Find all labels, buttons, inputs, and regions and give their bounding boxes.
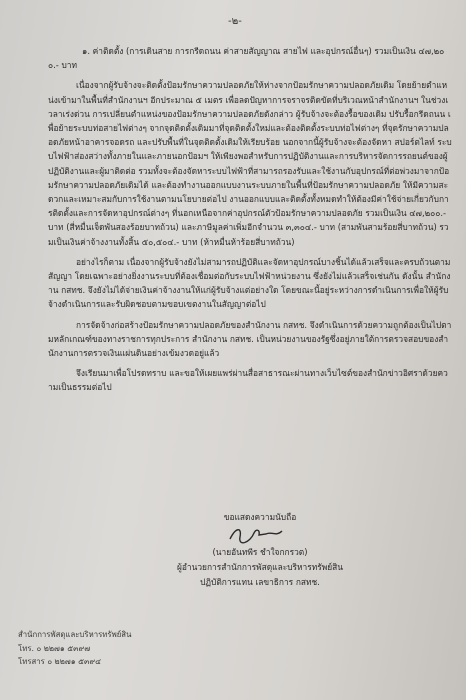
page-number-mark: -๒-: [228, 16, 242, 27]
signatory-position: ผู้อำนวยการสำนักการพัสดุและบริหารทรัพย์สิน: [176, 562, 344, 572]
footer-phone: โทร. ๐ ๒๒๗๑ ๕๓๙๗: [18, 643, 91, 653]
paragraph-payment-status: อย่างไรก็ตาม เนื่องจากผู้รับจ้างยังไม่สามารถปฏิบัติและจัดหาอุปกรณ์บางชิ้นได้แล้วเสร็จและครบถ้วนตามสัญญา โดยเฉพาะอย่างยิ่งงานระบบที่ต้องเชื่อมต่อกับระบบไฟฟ้าหน่วยงาน ซึ่งยังไม่แล้วเสร็จเช่นกัน ดังนั้น สำนักงาน กสทช. จึงยังไม่ได้จ่ายเงินค่าจ้างงานให้แก่ผู้รับจ้างแต่อย่างใด โดยขณะนี้อยู่ระหว่างการดำเนินการเพื่อให้ผู้รับจ้างดำเนินการและรับผิดชอบตามขอบเขตงานในสัญญาต่อไป: [48, 256, 451, 310]
footer-contact: [18, 628, 131, 669]
footer-office: สำนักการพัสดุและบริหารทรัพย์สิน: [18, 630, 132, 639]
signatory-acting-position: ปฏิบัติการแทน เลขาธิการ กสทช.: [200, 577, 320, 587]
paragraph-cost-summary: ๑. ค่าติดตั้ง (การเดินสาย การกรีดถนน ค่าสายสัญญาณ สายไฟ และอุปกรณ์อื่นๆ) รวมเป็นเงิน ๔๗,๒๐๐.- บาท: [48, 46, 445, 71]
closing-salutation: ขอแสดงความนับถือ: [223, 512, 297, 522]
letter-body: [48, 44, 452, 401]
paragraph-request: จึงเรียนมาเพื่อโปรดทราบ และขอให้เผยแพร่ผ่านสื่อสาธารณะผ่านทางเว็บไซต์ของสำนักข่าวอิศราด้วยความเป็นธรรมต่อไป: [48, 368, 448, 393]
paragraph-installation-detail: เนื่องจากผู้รับจ้างจะติดตั้งป้อมรักษาความปลอดภัยให้ห่างจากป้อมรักษาความปลอดภัยเดิม โดยย้ายตำแหน่งเข้ามาในพื้นที่สำนักงานฯ อีกประมาณ ๕ เมตร เพื่อลดปัญหาการจราจรติดขัดที่บริเวณหน้าสำนักงานฯ ในช่วงเวลาเร่งด่วน การเปลี่ยนตำแหน่งของป้อมรักษาความปลอดภัยดังกล่าว ผู้รับจ้างจะต้องรื้อของเดิม ปรับรื้อกรีดถนน เพื่อย้ายระบบท่อสายไฟต่างๆ จากจุดติดตั้งเดิมมาที่จุดติดตั้งใหม่และต้องติดตั้งระบบท่อไฟต่างๆ ที่จุดรักษาความปลอดภัยหน้าอาคารจอดรถ และปรับพื้นที่ในจุดติดตั้งเดิมให้เรียบร้อย นอกจากนี้ผู้รับจ้างจะต้องจัดหา สปอร์ตไลท์ ระบบไฟฟ้าส่องสว่างทั้งภายในและภายนอกป้อมฯ ให้เพียงพอสำหรับการปฏิบัติงานและการบริหารจัดการรถยนต์ของผู้ปฏิบัติงานและผู้มาติดต่อ รวมทั้งจะต้องจัดหาระบบไฟฟ้าที่สามารถรองรับและใช้งานกับอุปกรณ์ที่ต่อพ่วงมาจากป้อมรักษาความปลอดภัยเดิมได้ และต้องทำงานออกแบบงานระบบภายในพื้นที่ป้อมรักษาความปลอดภัย ให้มีความสะดวกและเหมาะสมกับการใช้งานตามนโยบายต่อไป งานออกแบบและติดตั้งทั้งหมดทำให้ต้องมีค่าใช้จ่ายเกี่ยวกับการติดตั้งและการจัดหาอุปกรณ์ต่างๆ ที่นอกเหนือจากค่าอุปกรณ์ตัวป้อมรักษาความปลอดภัย รวมเป็นเงิน ๔๗,๒๐๐.- บาท (สี่หมื่นเจ็ดพันสองร้อยบาทถ้วน) และภาษีมูลค่าเพิ่มอีกจำนวน ๓,๓๐๔.- บาท (สามพันสามร้อยสี่บาทถ้วน) รวมเป็นเงินค่าจ้างงานทั้งสิ้น ๕๐,๕๐๔.- บาท (ห้าหมื่นห้าร้อยสี่บาทถ้วน): [48, 80, 452, 247]
paragraph-compliance: การจัดจ้างก่อสร้างป้อมรักษาความปลอดภัยของสำนักงาน กสทช. จึงดำเนินการด้วยความถูกต้องเป็นไปตามหลักเกณฑ์ของทางราชการทุกประการ สำนักงาน กสทช. เป็นหน่วยงานของรัฐซึ่งอยู่ภายใต้การตรวจสอบของสำนักงานการตรวจเงินแผ่นดินอย่างเข้มงวดอยู่แล้ว: [48, 319, 452, 359]
signatory-name: (นายอันทพีร ชำใจกกรวต): [212, 547, 308, 557]
footer-fax: โทรสาร ๐ ๒๒๗๑ ๕๓๙๔: [18, 657, 101, 666]
handwritten-signature: [140, 525, 380, 545]
signature-block: [140, 510, 380, 590]
